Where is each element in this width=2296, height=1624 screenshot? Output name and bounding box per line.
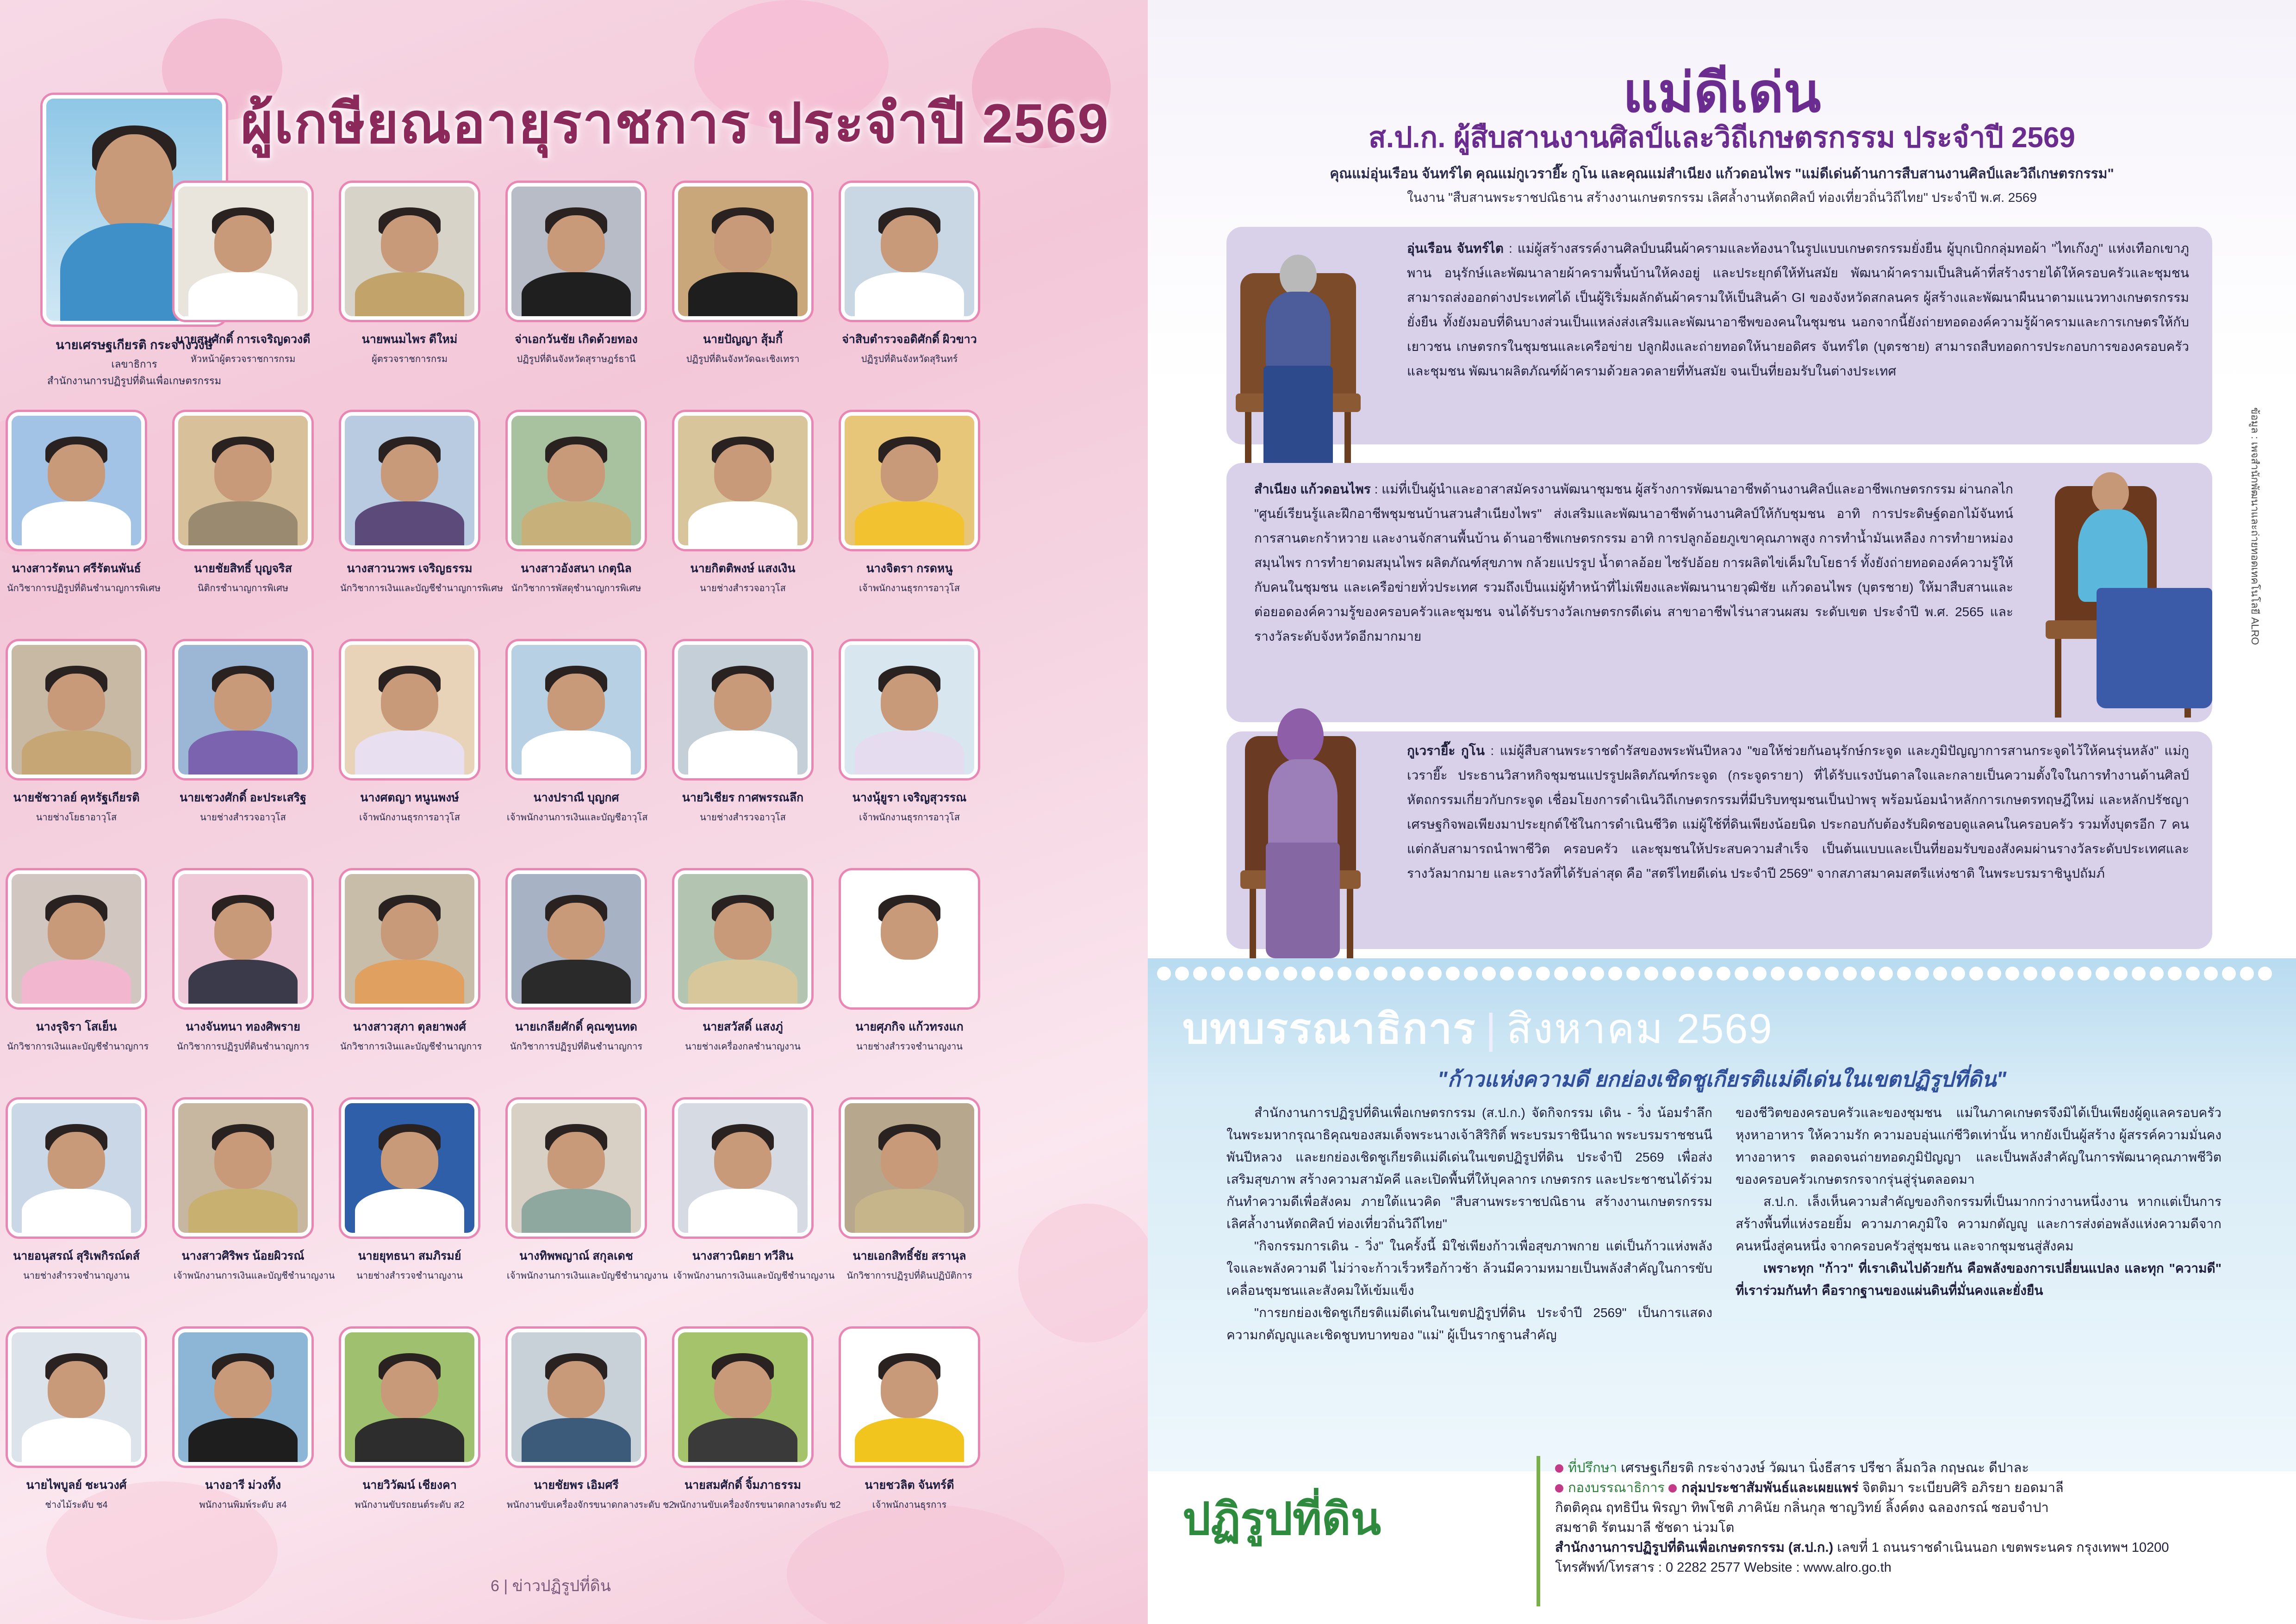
retiree-position: พนักงานขับรถยนต์ระดับ ส2 xyxy=(355,1500,465,1510)
divider-dot xyxy=(1825,967,1839,981)
divider-dot xyxy=(1446,967,1460,981)
retiree-position: ปฏิรูปที่ดินจังหวัดสุราษฎร์ธานี xyxy=(516,354,636,364)
retiree-name: นางสาวนิตยา ทวีสิน xyxy=(692,1249,794,1262)
retiree-position: นักวิชาการปฏิรูปที่ดินชำนาญการพิเศษ xyxy=(7,583,161,593)
retiree-name: นายอนุสรณ์ สุริเพกิรณ์ดส์ xyxy=(13,1249,140,1262)
retiree-card xyxy=(340,1099,479,1283)
retiree-position: นักวิชาการปฏิรูปที่ดินปฏิบัติการ xyxy=(846,1271,972,1281)
divider-dot xyxy=(1969,967,1983,981)
retiree-photo xyxy=(341,412,478,549)
editorial-column-2 xyxy=(1736,1102,2221,1302)
divider-dot xyxy=(1662,967,1676,981)
editorial-paragraph: สำนักงานการปฏิรูปที่ดินเพื่อเกษตรกรรม (ส.ป.ก.) จัดกิจกรรม เดิน - วิ่ง น้อมรำลึกในพระมหากรุณาธิคุณของสมเด็จพระนางเจ้าสิริกิติ์ พระบรมราชินีนาถ พระบรมราชชนนีพันปีหลวง และยกย่องเชิดชูเกียรติแม่ดีเด่นในเขตปฏิรูปที่ดิน ประจำปี 2569 เพื่อส่งเสริมสุขภาพ สร้างความสามัคคี และเปิดพื้นที่ให้บุคลากร เกษตรกร และประชาชนได้ร่วมกันทำความดีเพื่อสังคม ภายใต้แนวคิด "สืบสานพระราชปณิธาน สร้างงานเกษตรกรรม เลิศล้ำงานหัตถศิลป์ ท่องเที่ยวถิ่นวิถีไทย" xyxy=(1226,1106,1712,1231)
office-name: สำนักงานการปฏิรูปที่ดินเพื่อเกษตรกรรม (ส.ป.ก.) xyxy=(1555,1540,1834,1555)
retiree-position: ผู้ตรวจราชการกรม xyxy=(371,354,448,364)
retiree-photo xyxy=(174,1329,311,1466)
divider-dot xyxy=(1193,967,1207,981)
retiree-position: นายช่างสำรวจชำนาญงาน xyxy=(356,1271,463,1281)
retiree-photo xyxy=(674,412,811,549)
retiree-position: นายช่างสำรวจอาวุโส xyxy=(700,812,786,823)
divider-dot xyxy=(2060,967,2073,981)
retiree-position: นายช่างสำรวจชำนาญงาน xyxy=(856,1042,963,1052)
retiree-card xyxy=(673,1329,841,1512)
bullet-icon xyxy=(1668,1484,1677,1493)
divider-dot xyxy=(2150,967,2164,981)
divider-dot xyxy=(1626,967,1640,981)
retiree-photo xyxy=(674,870,811,1007)
retiree-name: นางสาวนวพร เจริญธรรม xyxy=(347,562,473,575)
retiree-photo xyxy=(174,1099,311,1237)
divider-dot xyxy=(2005,967,2019,981)
retiree-photo xyxy=(674,1329,811,1466)
retiree-card xyxy=(840,641,979,824)
divider-dot xyxy=(2240,967,2254,981)
divider-dot xyxy=(1211,967,1225,981)
divider-dot xyxy=(2168,967,2182,981)
divider-dot xyxy=(1879,967,1893,981)
retiree-position: เจ้าพนักงานธุรการอาวุโส xyxy=(859,583,960,593)
retiree-card xyxy=(673,183,812,366)
divider-dot xyxy=(1157,967,1171,981)
featured-name: นายเศรษฐเกียรติ กระจ่างวงษ์ xyxy=(56,338,213,352)
retiree-photo xyxy=(341,1099,478,1237)
retiree-name: นายสมศักดิ์ การเจริญดวงดี xyxy=(175,333,311,346)
retiree-name: นายชัชวาลย์ คุหรัฐเกียรติ xyxy=(13,791,140,804)
retiree-card xyxy=(673,1099,835,1283)
retiree-card xyxy=(174,1329,312,1512)
retiree-photo xyxy=(341,183,478,320)
retiree-position: เจ้าพนักงานการเงินและบัญชีอาวุโส xyxy=(507,812,648,823)
retiree-name: นางนุ้ยูรา เจริญสุวรรณ xyxy=(852,791,967,804)
featured-position-line2: สำนักงานการปฏิรูปที่ดินเพื่อเกษตรกรรม xyxy=(47,375,222,387)
page-title: ผู้เกษียณอายุราชการ ประจำปี 2569 xyxy=(241,93,1109,155)
retiree-card xyxy=(340,183,479,366)
retiree-name: นางสาวรัตนา ศรีรัตนพันธ์ xyxy=(12,562,141,575)
retiree-card xyxy=(7,412,161,595)
retiree-position: ปฏิรูปที่ดินจังหวัดฉะเชิงเทรา xyxy=(686,354,800,364)
retiree-name: นายชัยสิทธิ์ บุญจริส xyxy=(194,562,292,575)
divider-dot xyxy=(1987,967,2001,981)
retiree-position: เจ้าพนักงานการเงินและบัญชีชำนาญงาน xyxy=(673,1271,835,1281)
retiree-card xyxy=(840,1099,979,1283)
retiree-position: พนักงานขับเครื่องจักรขนาดกลางระดับ ช2 xyxy=(673,1500,841,1510)
retiree-position: ปฏิรูปที่ดินจังหวัดสุรินทร์ xyxy=(861,354,958,364)
publication-logo: ปฏิรูปที่ดิน xyxy=(1182,1494,1381,1544)
retiree-name: นายไพบูลย์ ชะนวงศ์ xyxy=(26,1479,127,1492)
retiree-position: นักวิชาการเงินและบัญชีชำนาญการ xyxy=(340,1042,482,1052)
retiree-name: นายสมศักดิ์ จิ้มภาธรรม xyxy=(684,1479,801,1492)
retiree-photo xyxy=(841,412,978,549)
editorial-paragraph: ส.ป.ก. เล็งเห็นความสำคัญของกิจกรรมที่เป็นมากกว่างานหนึ่งงาน หากแต่เป็นการสร้างพื้นที่แห่งรอยยิ้ม ความภาคภูมิใจ ความกตัญญู และการส่งต่อพลังแห่งความดีจากคนหนึ่งสู่คนหนึ่ง จากครอบครัวสู่ชุมชน และจากชุมชนสู่สังคม xyxy=(1736,1194,2221,1253)
retiree-position: พนักงานขับเครื่องจักรขนาดกลางระดับ ช2 xyxy=(507,1500,674,1510)
retiree-card xyxy=(673,412,812,595)
retiree-card xyxy=(174,641,312,824)
retiree-card xyxy=(507,641,646,824)
divider-dot xyxy=(1915,967,1929,981)
divider-dot xyxy=(1301,967,1315,981)
retiree-name: นายชวลิต จันทร์ดี xyxy=(865,1479,954,1492)
divider-dot xyxy=(1175,967,1189,981)
retiree-card xyxy=(7,1099,146,1283)
retiree-name: นางจันทนา ทองศิพราย xyxy=(186,1020,300,1033)
divider-dot xyxy=(1807,967,1821,981)
divider-dot xyxy=(1680,967,1694,981)
divider-dot xyxy=(2258,967,2272,981)
editorial-heading: บทบรรณาธิการ xyxy=(1182,1006,1476,1052)
mother-bio xyxy=(1254,477,2013,649)
retiree-photo xyxy=(508,870,645,1007)
retiree-position: เจ้าพนักงานการเงินและบัญชีชำนาญงาน xyxy=(174,1271,335,1281)
retiree-card xyxy=(340,870,482,1054)
featured-position: เลขาธิการ xyxy=(111,358,157,370)
mother-photo xyxy=(1222,218,1375,505)
retiree-position: เจ้าพนักงานธุรการ xyxy=(872,1500,947,1510)
retiree-position: นักวิชาการปฏิรูปที่ดินชำนาญการ xyxy=(176,1042,310,1052)
mothers-intro: คุณแม่อุ่นเรือน จันทร์ไต คุณแม่กูเวรายี๊ะ กูโน และคุณแม่สำเนียง แก้วดอนไพร "แม่ดีเด่นด้านการสืบสานงานศิลป์และวิถีเกษตรกรรม" xyxy=(1330,166,2114,181)
retiree-position: พนักงานพิมพ์ระดับ ส4 xyxy=(199,1500,287,1510)
retiree-photo xyxy=(8,412,145,549)
retiree-position: นักวิชาการปฏิรูปที่ดินชำนาญการ xyxy=(510,1042,643,1052)
retiree-card xyxy=(174,183,312,366)
retiree-position: เจ้าพนักงานธุรการอาวุโส xyxy=(859,812,960,823)
mothers-intro-event: ในงาน "สืบสานพระราชปณิธาน สร้างงานเกษตรกรรม เลิศล้ำงานหัตถศิลป์ ท่องเที่ยวถิ่นวิถีไทย" ประจำปี พ.ศ. 2569 xyxy=(1406,190,2037,205)
mother-name: กูเวรายี๊ะ กูโน xyxy=(1407,743,1485,758)
retiree-position: นายช่างเครื่องกลชำนาญงาน xyxy=(685,1042,801,1052)
retiree-name: จ่าเอกวันชัย เกิดด้วยทอง xyxy=(515,333,638,346)
divider-dot xyxy=(1319,967,1333,981)
retiree-name: นายปัญญา สุ้มกี้ xyxy=(703,333,783,346)
retiree-name: นายพนมไพร ดีใหม่ xyxy=(361,333,458,346)
masthead-credits xyxy=(1555,1458,2277,1578)
editorial-column-1 xyxy=(1226,1102,1712,1346)
retiree-card xyxy=(174,870,312,1054)
divider-dot xyxy=(1699,967,1712,981)
editor-label: กองบรรณาธิการ xyxy=(1568,1480,1665,1495)
retiree-name: นายกิตติพงษ์ แสงเงิน xyxy=(690,562,796,575)
divider-dot xyxy=(1428,967,1442,981)
divider-dot xyxy=(1572,967,1586,981)
divider-dot xyxy=(1356,967,1369,981)
mother-description: : แม่ที่เป็นผู้นำและอาสาสมัครงานพัฒนาชุมชน ผู้สร้างการพัฒนาอาชีพด้านงานศิลป์และอาชีพเกษตรกรรม ผ่านกลไก "ศูนย์เรียนรู้และฝึกอาชีพชุมชนบ้านสวนสำเนียงไพร" ส่งเสริมและพัฒนาอาชีพด้านงานศิลป์ให้กับชุมชน อาทิ การประดิษฐ์ดอกไม้จันทน์ การสานตะกร้าหวาย และงานจักสานพื้นบ้าน ด้านอาชีพเกษตรกรรม อาทิ การปลูกอ้อยภูเขาคุณภาพสูง การทำน้ำมันเหลือง การทำยาหม่องสมุนไพร การทำยาดมสมุนไพร ผลิตภัณฑ์สุขภาพ กล้วยแปรรูป น้ำตาลอ้อย ไซรัปอ้อย การผลิตไข่เค็มใบโยธาร์ ทั้งยังถ่ายทอดองค์ความรู้ให้กับคนในชุมชน และเครือข่ายทั่วประเทศ รวมถึงเป็นแม่ผู้ทำหน้าที่ไม่เพียงและพัฒนานายวุฒิชัย แก้วดอนไพร (บุตรชาย) ให้มาสืบสานและต่อยอดองค์ความรู้ของครอบครัวและชุมชน จนได้รับรางวัลเกษตรกรดีเด่น สาขาอาชีพไร่นาสวนผสม ระดับเขต ประจำปี พ.ศ. 2565 และรางวัลระดับจังหวัดอีกมากมาย xyxy=(1254,482,2014,643)
contact-info: โทรศัพท์/โทรสาร : 0 2282 2577 Website : www.alro.go.th xyxy=(1555,1560,1892,1575)
retiree-card xyxy=(7,870,149,1054)
divider-dot xyxy=(1897,967,1911,981)
divider-dot xyxy=(1283,967,1297,981)
mother-photo xyxy=(2036,431,2235,727)
retiree-card xyxy=(174,1099,335,1283)
divider-dot xyxy=(1518,967,1532,981)
divider-dot xyxy=(1374,967,1388,981)
retiree-name: นางจิตรา กรดหนู xyxy=(866,562,953,575)
divider-dot xyxy=(1717,967,1730,981)
divider-dot xyxy=(2132,967,2146,981)
editorial-paragraph: เพราะทุก "ก้าว" ที่เราเดินไปด้วยกัน คือพลังของการเปลี่ยนแปลง และทุก "ความดี" ที่เราร่วมกันทำ คือรากฐานของแผ่นดินที่มั่นคงและยั่งยืน xyxy=(1736,1261,2221,1298)
retiree-card xyxy=(840,183,979,366)
divider-dot xyxy=(2204,967,2218,981)
mother-bio xyxy=(1407,738,2189,886)
retiree-photo xyxy=(508,412,645,549)
divider-dot xyxy=(1247,967,1261,981)
retiree-position: หัวหน้าผู้ตรวจราชการกรม xyxy=(190,354,296,364)
retiree-name: นางรุจิรา โสเย็น xyxy=(36,1020,117,1033)
advisors: เศรษฐเกียรติ กระจ่างวงษ์ วัฒนา นิ่งธีสาร ปรีชา ลิ้มถวิล กฤษณะ ดีปาละ xyxy=(1621,1461,2029,1475)
divider-dot xyxy=(1265,967,1279,981)
retiree-photo xyxy=(174,870,311,1007)
retiree-name: นางปราณี บุญกศ xyxy=(533,791,619,804)
dotted-divider xyxy=(1157,964,2286,983)
divider-dot xyxy=(2096,967,2109,981)
divider-dot xyxy=(1644,967,1658,981)
retiree-position: เจ้าพนักงานการเงินและบัญชีชำนาญงาน xyxy=(507,1271,668,1281)
retiree-position: เจ้าพนักงานธุรการอาวุโส xyxy=(359,812,460,823)
mothers-subtitle: ส.ป.ก. ผู้สืบสานงานศิลป์และวิถีเกษตรกรรม ประจำปี 2569 xyxy=(1369,122,2075,154)
retiree-card xyxy=(7,1329,146,1512)
divider-dot xyxy=(2023,967,2037,981)
retiree-photo xyxy=(341,1329,478,1466)
divider-dot xyxy=(1951,967,1965,981)
mother-name: สำเนียง แก้วดอนไพร xyxy=(1254,482,1371,496)
mothers-title: แม่ดีเด่น xyxy=(1623,62,1821,124)
divider-dot xyxy=(1843,967,1857,981)
editorial-date: สิงหาคม 2569 xyxy=(1506,1006,1773,1052)
editorial-title xyxy=(1182,995,1773,1062)
divider-dot xyxy=(2078,967,2091,981)
retiree-name: นายวิวัฒน์ เชียงคา xyxy=(362,1479,457,1492)
divider-dot xyxy=(1771,967,1785,981)
retiree-photo xyxy=(341,641,478,778)
retiree-card xyxy=(7,641,146,824)
retiree-photo xyxy=(341,870,478,1007)
retiree-position: นายช่างสำรวจอาวุโส xyxy=(700,583,786,593)
retiree-position: นายช่างสำรวจชำนาญงาน xyxy=(23,1271,130,1281)
retiree-name: นายสวัสดิ์ แสงภู่ xyxy=(703,1020,783,1033)
retiree-card xyxy=(340,412,504,595)
divider-dot xyxy=(1789,967,1803,981)
editor-dept: กลุ่มประชาสัมพันธ์และเผยแพร่ xyxy=(1681,1480,1859,1495)
retiree-name: นายยุทธนา สมภิรมย์ xyxy=(358,1249,461,1262)
divider-dot xyxy=(2041,967,2055,981)
divider-dot xyxy=(1410,967,1424,981)
right-page xyxy=(1148,0,2296,1624)
retiree-photo xyxy=(674,1099,811,1237)
retiree-photo xyxy=(508,1329,645,1466)
retiree-position: ช่างไม้ระดับ ช4 xyxy=(45,1500,108,1510)
bullet-icon xyxy=(1555,1484,1563,1493)
photo-credit: ข้อมูล : เพจสำนักพัฒนาและถ่ายทอดเทคโนโลยี ALRO xyxy=(2249,407,2261,645)
retiree-card xyxy=(507,183,646,366)
retiree-name: จ่าสิบตำรวจอดิศักดิ์ ผิวขาว xyxy=(842,333,977,346)
retiree-position: นักวิชาการพัสดุชำนาญการพิเศษ xyxy=(511,583,641,593)
retiree-name: นางศตญา หนูนพงษ์ xyxy=(360,791,459,804)
retiree-photo xyxy=(174,412,311,549)
retiree-name: นายเกลียศักดิ์ คุณฑูนทด xyxy=(515,1020,638,1033)
editorial-paragraph: "กิจกรรมการเดิน - วิ่ง" ในครั้งนี้ มิใช่เพียงก้าวเพื่อสุขภาพกาย แต่เป็นก้าวแห่งพลังใจและพลังความดี ไม่ว่าจะก้าวเร็วหรือก้าวช้า ล้วนมีความหมายเป็นพลังสำคัญในการขับเคลื่อนชุมชนและสังคมให้เข้มแข็ง xyxy=(1226,1239,1712,1298)
retiree-name: นางทิพพญาณ์ สกุลเดช xyxy=(519,1249,633,1262)
flower-decoration xyxy=(1018,1204,1148,1343)
divider-dot xyxy=(1500,967,1514,981)
retiree-card xyxy=(174,412,312,595)
retiree-position: นักวิชาการเงินและบัญชีชำนาญการพิเศษ xyxy=(340,583,504,593)
retiree-name: นายเอกสิทธิ์ชัย สรานุล xyxy=(852,1249,966,1262)
mother-description: : แม่ผู้สร้างสรรค์งานศิลป์บนผืนผ้าครามและท้องนาในรูปแบบเกษตรกรรมยั่งยืน ผู้บุกเบิกกลุ่มทอผ้า "ไทเก๊งภู" แห่งเทือกเขาภูพาน อนุรักษ์และพัฒนาลายผ้าครามพื้นบ้านให้คงอยู่ และประยุกต์ให้ทันสมัย พัฒนาผ้าครามเป็นสินค้าที่สร้างรายได้ให้ครอบครัวและชุมชน สามารถส่งออกต่างประเทศได้ เป็นผู้ริเริ่มผลักดันผ้าครามให้เป็นสินค้า GI ของจังหวัดสกลนคร ผู้สร้างและพัฒนาผืนนาตามแนวทางเกษตรกรรมยั่งยืน ทั้งยังมอบที่ดินบางส่วนเป็นแหล่งส่งเสริมและพัฒนาอาชีพของคนในชุมชน นอกจากนี้ยังถ่ายทอดองค์ความรู้ผ้าครามและการเกษตรให้กับเยาวชน เกษตรกรในชุมชนและเครือข่าย ปลูกฝังและถ่ายทอดให้นายอดิศร จันทร์ไต (บุตรชาย) สามารถสืบทอดการประกอบการของครอบครัวและชุมชน พัฒนาผลิตภัณฑ์ผ้าครามด้วยลวดลายที่ทันสมัย จนเป็นที่ยอมรับในต่างประเทศ xyxy=(1407,241,2189,378)
retiree-photo xyxy=(841,641,978,778)
divider-dot xyxy=(1608,967,1622,981)
retiree-card xyxy=(673,641,812,824)
retiree-card xyxy=(507,870,646,1054)
divider-dot xyxy=(2186,967,2200,981)
retiree-position: นายช่างสำรวจอาวุโส xyxy=(200,812,286,823)
divider-dot xyxy=(1482,967,1496,981)
divider-dot xyxy=(1590,967,1604,981)
retiree-card xyxy=(840,870,979,1054)
divider-dot xyxy=(1861,967,1875,981)
editors-line: กิตติคุณ ฤทธิบีน พิรญา ทิพโชติ ภาคินัย กลิ่นกุล ชาญวิทย์ ลิ้งค์ตง ฉลองกรณ์ ซอบจำปา xyxy=(1555,1500,2049,1515)
retiree-card xyxy=(840,1329,979,1512)
retiree-name: นายเชวงศักดิ์ อะประเสริฐ xyxy=(180,791,306,804)
editorial-paragraph: ของชีวิตของครอบครัวและของชุมชน แม่ในภาคเกษตรจึงมิได้เป็นเพียงผู้ดูแลครอบครัว หุงหาอาหาร ให้ความรัก ความอบอุ่นแก่ชีวิตเท่านั้น หากยังเป็นผู้สร้าง ผู้สรรค์ความมั่นคงทางอาหาร ตลอดจนถ่ายทอดภูมิปัญญา และเป็นพลังสำคัญในการพัฒนาคุณภาพชีวิตของครอบครัวเกษตรกรจากรุ่นสู่รุ่นตลอดมา xyxy=(1736,1106,2221,1187)
editorial-paragraph: "การยกย่องเชิดชูเกียรติแม่ดีเด่นในเขตปฏิรูปที่ดิน ประจำปี 2569" เป็นการแสดงความกตัญญูและเชิดชูบทบาทของ "แม่" ผู้เป็นรากฐานสำคัญ xyxy=(1226,1305,1712,1342)
mother-photo xyxy=(1222,676,1379,972)
divider-dot xyxy=(2222,967,2236,981)
mother-description: : แม่ผู้สืบสานพระราชดำรัสของพระพันปีหลวง "ขอให้ช่วยกันอนุรักษ์กระจูด และภูมิปัญญาการสานกระจูดไว้ให้คนรุ่นหลัง" แม่กูเวรายี๊ะ ประธานวิสาหกิจชุมชนแปรรูปผลิตภัณฑ์กระจูด (กระจูดรายา) ที่ได้รับแรงบันดาลใจและกลายเป็นความตั้งใจในการทำงานด้านศิลป์หัตถกรรมเกี่ยวกับกระจูด เชื่อมโยงการดำเนินวิถีเกษตรกรรมที่มีบริบทชุมชนเป็นป่าพรุ พร้อมน้อมนำหลักการเกษตรทฤษฎีใหม่ และหลักปรัชญาเศรษฐกิจพอเพียงมาประยุกต์ใช้ในการดำเนินชีวิต แม่ผู้ใช้ที่ดินเพียงน้อยนิด ประกอบกับต้องรับผิดชอบดูแลคนในครอบครัว รวมทั้งบุตรอีก 7 คน แต่กลับสามารถนำพาชีวิต ครอบครัว และชุมชนให้ประสบความสำเร็จ เป็นต้นแบบและเป็นที่ยอมรับของสังคมผ่านรางวัลระดับประเทศและรางวัลมากมาย และรางวัลที่ได้รับล่าสุด คือ "สตรีไทยดีเด่น ประจำปี 2569" จากสภาสมาคมสตรีแห่งชาติ ในพระบรมราชินูปถัมภ์ xyxy=(1407,743,2190,881)
retiree-name: นายวิเชียร กาศพรรณลึก xyxy=(682,791,804,804)
retiree-photo xyxy=(674,183,811,320)
retiree-name: นางอารี ม่วงทิ้ง xyxy=(205,1479,281,1492)
retiree-card xyxy=(507,1099,668,1283)
divider-dot xyxy=(1536,967,1550,981)
retiree-card xyxy=(507,1329,674,1512)
retiree-photo xyxy=(8,1329,145,1466)
bullet-icon xyxy=(1555,1464,1563,1473)
retiree-photo xyxy=(8,870,145,1007)
divider-dot xyxy=(1338,967,1351,981)
retiree-photo xyxy=(841,1099,978,1237)
divider-dot xyxy=(1229,967,1243,981)
flower-decoration xyxy=(787,1505,1064,1624)
retiree-photo xyxy=(508,641,645,778)
divider-dot xyxy=(1753,967,1767,981)
retiree-photo xyxy=(8,641,145,778)
divider-dot xyxy=(1392,967,1406,981)
editors: จิตติมา ระเบียบศิริ อภิรยา ยอดมาลี xyxy=(1862,1480,2064,1495)
retiree-position: นิติกรชำนาญการพิเศษ xyxy=(197,583,289,593)
retiree-card xyxy=(340,1329,479,1512)
retiree-card xyxy=(507,412,646,595)
retiree-photo xyxy=(508,183,645,320)
retiree-photo xyxy=(174,641,311,778)
divider-dot xyxy=(1735,967,1748,981)
divider-dot xyxy=(1554,967,1568,981)
title-separator: | xyxy=(1485,1006,1497,1052)
mother-name: อุ่นเรือน จันทร์ไต xyxy=(1407,241,1504,256)
divider-dot xyxy=(1933,967,1947,981)
retiree-photo xyxy=(841,183,978,320)
retiree-name: นายศุภกิจ แก้วทรงแก xyxy=(855,1020,964,1033)
retiree-position: นักวิชาการเงินและบัญชีชำนาญการ xyxy=(7,1042,149,1052)
retiree-name: นางสาวสุภา ตุลยาพงศ์ xyxy=(353,1020,467,1033)
retiree-card xyxy=(840,412,979,595)
retiree-photo xyxy=(8,1099,145,1237)
retiree-photo xyxy=(174,183,311,320)
retiree-name: นายชัยพร เอิมศรี xyxy=(534,1479,619,1492)
retiree-name: นางสาวศิริพร น้อยผิวรณ์ xyxy=(181,1249,305,1262)
retiree-card xyxy=(673,870,812,1054)
retiree-photo xyxy=(841,870,978,1007)
divider-dot xyxy=(2114,967,2128,981)
retiree-photo xyxy=(674,641,811,778)
divider-dot xyxy=(1464,967,1478,981)
editorial-subtitle: "ก้าวแห่งความดี ยกย่องเชิดชูเกียรติแม่ดีเด่นในเขตปฏิรูปที่ดิน" xyxy=(1437,1067,2007,1091)
advisor-label: ที่ปรึกษา xyxy=(1568,1461,1618,1475)
masthead-divider xyxy=(1537,1456,1540,1606)
retiree-card xyxy=(340,641,479,824)
page-footer: 6 | ข่าวปฏิรูปที่ดิน xyxy=(491,1577,611,1595)
editors-line: สมชาติ รัตนมาลี ชัชดา น่วมโต xyxy=(1555,1520,1735,1535)
retiree-photo xyxy=(508,1099,645,1237)
retiree-photo xyxy=(841,1329,978,1466)
retiree-position: นายช่างโยธาอาวุโส xyxy=(36,812,117,823)
retiree-name: นางสาวอังสนา เกตุนิล xyxy=(521,562,632,575)
mother-bio xyxy=(1407,236,2189,383)
office-address: เลขที่ 1 ถนนราชดำเนินนอก เขตพระนคร กรุงเทพฯ 10200 xyxy=(1837,1540,2169,1555)
